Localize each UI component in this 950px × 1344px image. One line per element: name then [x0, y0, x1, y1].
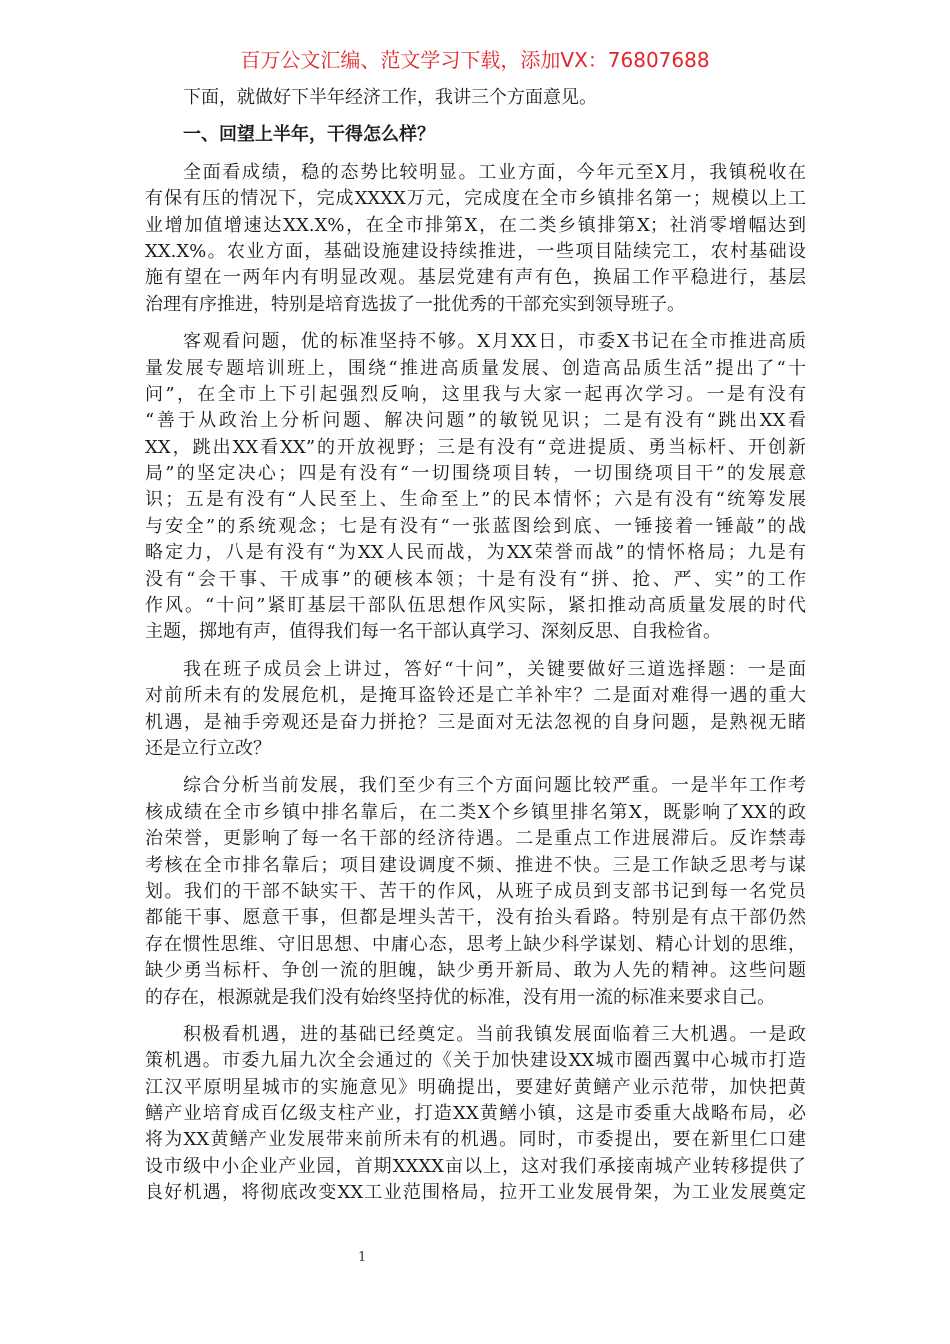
text-line: 下面，就做好下半年经济工作，我讲三个方面意见。: [183, 87, 597, 108]
text-line: XX.X%。农业方面，基础设施建设持续推进，一些项目陆续完工，农村基础设: [145, 240, 806, 262]
text-line: 客观看问题，优的标准坚持不够。X月XX日，市委X书记在全市推进高质: [183, 331, 806, 353]
paragraph: [145, 657, 806, 763]
text-line: 我在班子成员会上讲过，答好“十问”，关键要做好三道选择题：一是面: [183, 658, 806, 680]
text-line: 江汉平原明星城市的实施意见》明确提出，要建好黄鳝产业示范带，加快把黄: [145, 1076, 806, 1098]
text-line: 治理有序推进，特别是培育选拔了一批优秀的干部充实到领导班子。: [145, 293, 685, 315]
text-line: 问”，在全市上下引起强烈反响，这里我与大家一起再次学习。一是有没有: [145, 383, 806, 405]
text-line: XX，跳出XX看XX”的开放视野；三是有没有“竞进提质、勇当标杆、开创新: [145, 436, 806, 458]
text-line: 划。我们的干部不缺实干、苦干的作风，从班子成员到支部书记到每一名党员: [145, 880, 806, 902]
paragraph: [145, 85, 806, 111]
text-line: 治荣誉，更影响了每一名干部的经济待遇。二是重点工作进展滞后。反诈禁毒: [145, 828, 806, 850]
text-line: 缺少勇当标杆、争创一流的胆魄，缺少勇开新局、敢为人先的精神。这些问题: [145, 960, 806, 982]
text-line: 综合分析当前发展，我们至少有三个方面问题比较严重。一是半年工作考: [183, 775, 806, 797]
text-line: 施有望在一两年内有明显改观。基层党建有声有色，换届工作平稳进行，基层: [145, 267, 806, 289]
paragraph: [145, 329, 806, 646]
paragraph: [145, 1022, 806, 1207]
text-line: 的存在，根源就是我们没有始终坚持优的标准，没有用一流的标准来要求自己。: [145, 986, 775, 1008]
text-line: 对前所未有的发展危机，是掩耳盗铃还是亡羊补牢？二是面对难得一遇的重大: [145, 685, 806, 707]
text-line: 积极看机遇，进的基础已经奠定。当前我镇发展面临着三大机遇。一是政: [183, 1023, 806, 1045]
text-line: 作风。“十问”紧盯基层干部队伍思想作风实际，紧扣推动高质量发展的时代: [145, 595, 806, 617]
text-line: 良好机遇，将彻底改变XX工业范围格局，拉开工业发展骨架，为工业发展奠定: [145, 1182, 806, 1204]
watermark-banner: 百万公文汇编、范文学习下载，添加VX：76807688: [240, 48, 710, 72]
text-line: 一、回望上半年，干得怎么样？: [183, 124, 435, 146]
text-line: 将为XX黄鳝产业发展带来前所未有的机遇。同时，市委提出，要在新里仁口建: [145, 1129, 806, 1151]
text-line: 有保有压的情况下，完成XXXX万元，完成度在全市乡镇排名第一；规模以上工: [145, 188, 806, 210]
text-line: 没有“会干事、干成事”的硬核本领；十是有没有“拼、抢、严、实”的工作: [145, 568, 806, 590]
text-line: 都能干事、愿意干事，但都是埋头苦干，没有抬头看路。特别是有点干部仍然: [145, 907, 806, 929]
text-line: 存在惯性思维、守旧思想、中庸心态，思考上缺少科学谋划、精心计划的思维，: [145, 933, 806, 955]
text-line: 局”的坚定决心；四是有没有“一切围绕项目转，一切围绕项目干”的发展意: [145, 463, 806, 485]
text-line: 与安全”的系统观念；七是有没有“一张蓝图绘到底、一锤接着一锤敲”的战: [145, 515, 806, 537]
page-number: 1: [358, 1250, 367, 1265]
text-line: 鳝产业培育成百亿级支柱产业，打造XX黄鳝小镇，这是市委重大战略布局，必: [145, 1103, 806, 1125]
text-line: 策机遇。市委九届九次全会通过的《关于加快建设XX城市圈西翼中心城市打造: [145, 1050, 806, 1072]
text-line: “善于从政治上分析问题、解决问题”的敏锐见识；二是有没有“跳出XX看: [145, 410, 806, 432]
text-line: 机遇，是袖手旁观还是奋力拼抢？三是面对无法忽视的自身问题，是熟视无睹: [145, 711, 806, 733]
section-heading: [145, 122, 806, 148]
text-line: 识；五是有没有“人民至上、生命至上”的民本情怀；六是有没有“统筹发展: [145, 489, 806, 511]
paragraph: [145, 160, 806, 318]
text-line: 设市级中小企业产业园，首期XXXX亩以上，这对我们承接南城产业转移提供了: [145, 1155, 806, 1177]
text-line: 业增加值增速达XX.X%，在全市排第X，在二类乡镇排第X；社消零增幅达到: [145, 214, 806, 236]
text-line: 主题，掷地有声，值得我们每一名干部认真学习、深刻反思、自我检省。: [145, 621, 721, 643]
text-line: 考核在全市排名靠后；项目建设调度不频、推进不快。三是工作缺乏思考与谋: [145, 854, 806, 876]
text-line: 还是立行立改？: [145, 737, 271, 759]
text-line: 全面看成绩，稳的态势比较明显。工业方面，今年元至X月，我镇税收在: [183, 161, 806, 183]
text-line: 量发展专题培训班上，围绕“推进高质量发展、创造高品质生活”提出了“十: [145, 357, 806, 379]
text-line: 核成绩在全市乡镇中排名靠后，在二类X个乡镇里排名第X，既影响了XX的政: [145, 801, 806, 823]
document-body: [145, 85, 806, 1218]
text-line: 略定力，八是有没有“为XX人民而战，为XX荣誉而战”的情怀格局；九是有: [145, 542, 806, 564]
paragraph: [145, 773, 806, 1011]
